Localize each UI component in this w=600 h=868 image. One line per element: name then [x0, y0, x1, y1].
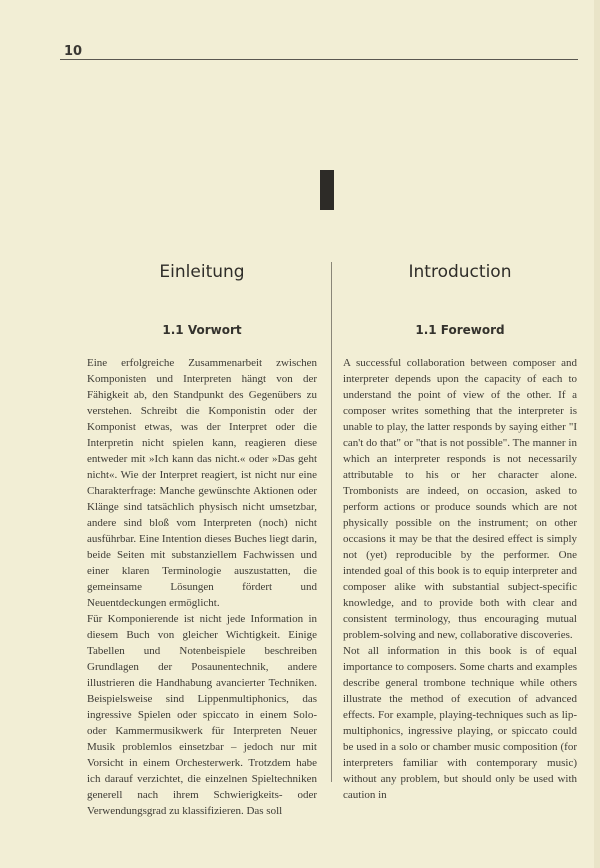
german-text-column [87, 355, 317, 819]
german-section-title: 1.1 Vorwort [162, 323, 242, 337]
english-paragraph-2: Not all information in this book is of equal importance to composers. Some charts and examples describe general trombone technique while others illustrate the method of execution of advanced effects. For example, playing-techniques such as lip-multiphonics, ingressive playing, or spiccato could be used in a solo or chamber music composition (for interpreters familiar with contemporary music) without any problem, but should only be used with caution in [343, 645, 577, 801]
german-paragraph-1: Eine erfolgreiche Zusammenarbeit zwischen Komponisten und Interpreten hängt von der Fähigkeit ab, den Standpunkt des Gegenübers zu verstehen. Schreibt die Komponistin oder der Komponist etwas, was der Interpret oder die Interpretin nicht spielen kann, reagieren diese entweder mit »Ich kann das nicht.« oder »Das geht nicht«. Wie der Interpret reagiert, ist nicht nur eine Charakterfrage: Manche gewünschte Aktionen oder Klänge sind tatsächlich physisch nicht umsetzbar, andere sind bloß vom Interpreten (noch) nicht ausführbar. Eine Intention dieses Buches liegt darin, beide Seiten mit substanziellem Fachwissen und einer klaren Terminologie auszustatten, die gemeinsame Lösungen fördert und Neuentdeckungen ermöglicht. [87, 357, 317, 609]
german-heading: Einleitung [159, 262, 245, 282]
page-number: 10 [64, 44, 83, 59]
english-section-title: 1.1 Foreword [415, 323, 505, 337]
chapter-numeral [320, 170, 334, 210]
header-rule [60, 59, 578, 60]
english-paragraph-1: A successful collaboration between composer and interpreter depends upon the capacity of each to understand the point of view of the other. If a composer writes something that the interpreter is unable to play, the latter responds by saying either "I can't do that" or "that is not possible". The manner in which an interpreter responds is not necessarily attributable to his or her character alone. Trombonists are indeed, on occasion, asked to perform actions or produce sounds which are not physically possible on the instrument; on other occasions it may be that the desired effect is simply not (yet) reproducible by the performer. One intended goal of this book is to equip interpreter and composer alike with substantial subject-specific knowledge, and to provide both with clear and consistent terminology, thus encouraging mutual problem-solving and new, collaborative discoveries. [343, 357, 577, 641]
column-divider [331, 262, 332, 782]
english-text-column [343, 355, 577, 803]
english-heading: Introduction [408, 262, 512, 282]
german-paragraph-2: Für Komponierende ist nicht jede Information in diesem Buch von gleicher Wichtigkeit. Einige Tabellen und Notenbeispiele beschreiben Grundlagen der Posaunentechnik, andere illustrieren die Handhabung avancierter Techniken. Beispielsweise sind Lippenmultiphonics, das ingressive Spielen oder spiccato in einem Solo- oder Kammermusikwerk für Interpreten Neuer Musik problemlos einsetzbar – jedoch nur mit Vorsicht in einem Orchesterwerk. Trotzdem habe ich darauf verzichtet, die einzelnen Spieltechniken generell nach ihrem Schwierigkeits- oder Verwendungsgrad zu klassifizieren. Das soll [87, 613, 317, 817]
page-edge [594, 0, 600, 868]
